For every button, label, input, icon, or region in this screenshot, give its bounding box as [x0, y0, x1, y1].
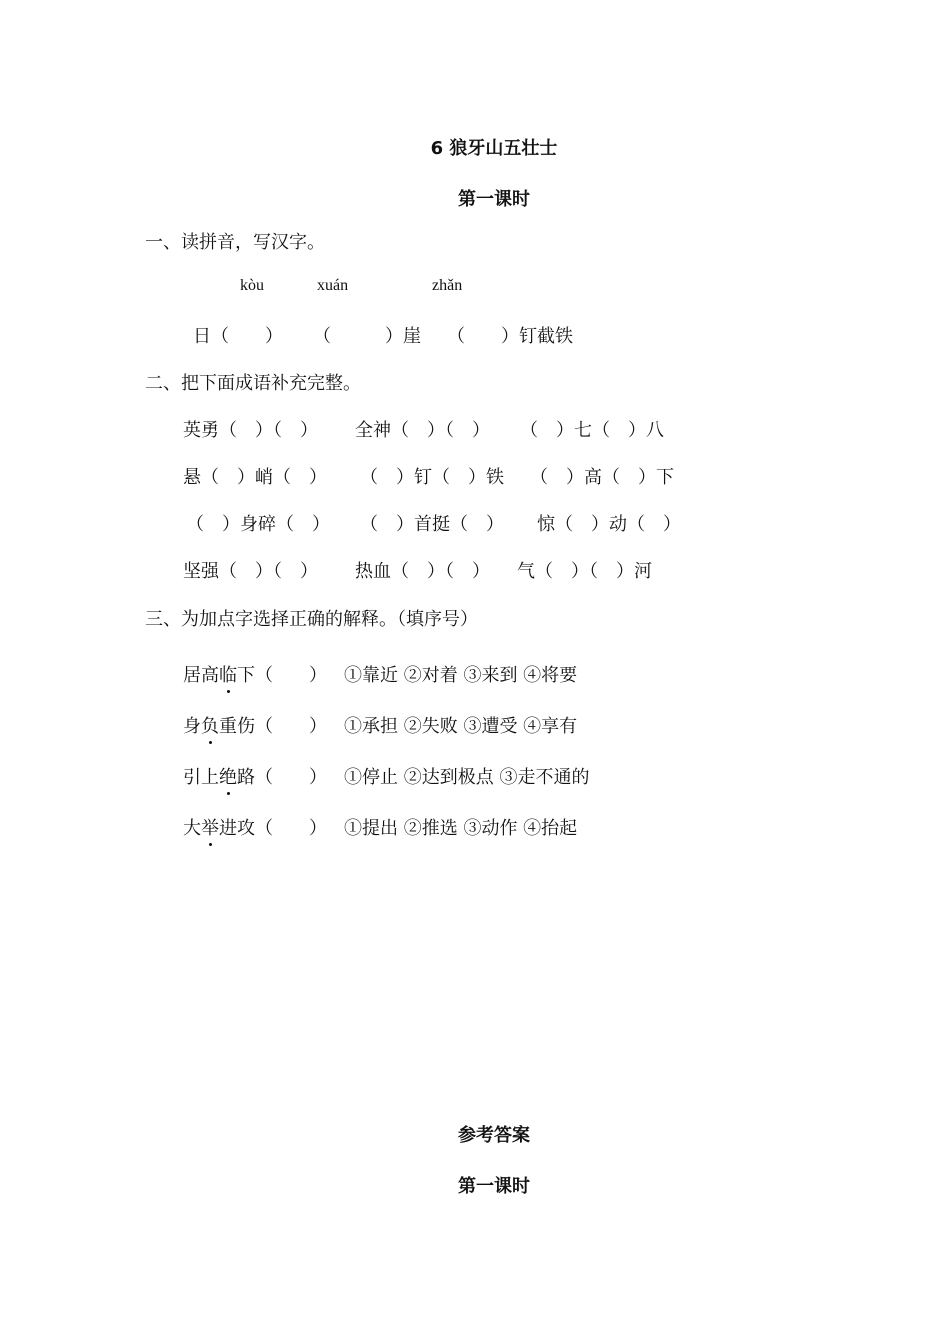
- section1-heading: 一、读拼音，写汉字。: [145, 232, 325, 253]
- idiom-r4-c2: 热血（ ）（ ）: [355, 561, 490, 582]
- lesson-subtitle: 第一课时: [458, 189, 530, 210]
- blank-2: （ ）崖: [313, 326, 421, 347]
- term-4: 大举进攻（ ）: [183, 814, 327, 840]
- blank-1: 日（ ）: [193, 326, 283, 347]
- section3-heading: 三、为加点字选择正确的解释。（填序号）: [145, 609, 478, 630]
- dotted-char: 绝: [219, 763, 237, 789]
- idiom-r1-c3: （ ）七（ ）八: [520, 420, 664, 441]
- idiom-r3-c2: （ ）首挺（ ）: [360, 514, 504, 535]
- idiom-r4-c1: 坚强（ ）（ ）: [183, 561, 318, 582]
- page-title: 6 狼牙山五壮士: [430, 138, 558, 159]
- options-3: ①停止 ②达到极点 ③走不通的: [344, 767, 590, 788]
- term-3: 引上绝路（ ）: [183, 763, 327, 789]
- dotted-char: 临: [219, 661, 237, 687]
- idiom-r3-c3: 惊（ ）动（ ）: [537, 514, 681, 535]
- idiom-r2-c3: （ ）高（ ）下: [530, 467, 674, 488]
- pinyin-1: kòu: [240, 277, 264, 294]
- idiom-r1-c1: 英勇（ ）（ ）: [183, 420, 318, 441]
- dotted-char: 举: [201, 814, 219, 840]
- options-4: ①提出 ②推选 ③动作 ④抬起: [344, 818, 578, 839]
- idiom-r3-c1: （ ）身碎（ ）: [186, 514, 330, 535]
- dotted-char: 负: [201, 712, 219, 738]
- options-2: ①承担 ②失败 ③遭受 ④享有: [344, 716, 578, 737]
- term-2: 身负重伤（ ）: [183, 712, 327, 738]
- term-1: 居高临下（ ）: [183, 661, 327, 687]
- idiom-r4-c3: 气（ ）（ ）河: [517, 561, 652, 582]
- idiom-r2-c2: （ ）钉（ ）铁: [360, 467, 504, 488]
- pinyin-3: zhǎn: [432, 277, 463, 294]
- idiom-r2-c1: 悬（ ）峭（ ）: [183, 467, 327, 488]
- pinyin-2: xuán: [317, 277, 349, 294]
- blank-3: （ ）钉截铁: [447, 326, 573, 347]
- answers-lesson: 第一课时: [458, 1176, 530, 1197]
- section2-heading: 二、把下面成语补充完整。: [145, 373, 361, 394]
- answers-heading: 参考答案: [458, 1125, 530, 1146]
- options-1: ①靠近 ②对着 ③来到 ④将要: [344, 665, 578, 686]
- idiom-r1-c2: 全神（ ）（ ）: [355, 420, 490, 441]
